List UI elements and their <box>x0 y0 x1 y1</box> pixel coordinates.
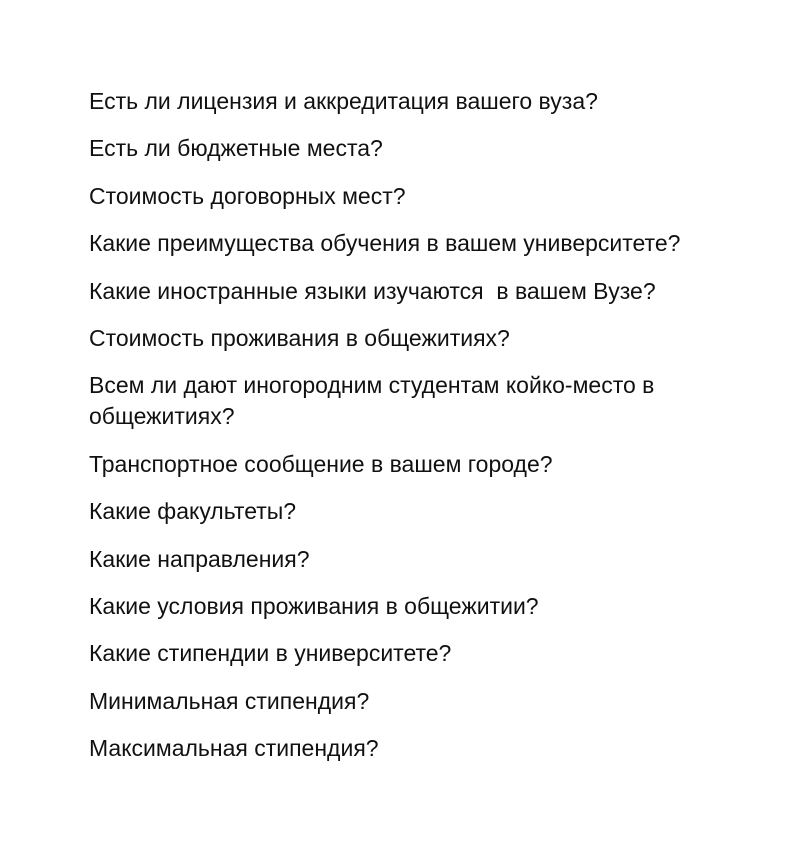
question-item: Какие условия проживания в общежитии? <box>89 592 539 619</box>
question-item: Транспортное сообщение в вашем городе? <box>89 450 553 477</box>
question-item: Стоимость проживания в общежитиях? <box>89 324 510 351</box>
question-item: Какие направления? <box>89 545 310 572</box>
question-item: Есть ли лицензия и аккредитация вашего вуза? <box>89 88 598 114</box>
question-item: Максимальная стипендия? <box>89 735 379 762</box>
question-item: Какие иностранные языки изучаются в вашем Вузе? <box>89 277 656 304</box>
question-item: Какие факультеты? <box>89 498 297 525</box>
document-body <box>89 86 719 780</box>
question-item: Есть ли бюджетные места? <box>89 135 383 162</box>
question-item: Всем ли дают иногородним студентам койко-место в общежитиях? <box>89 372 661 430</box>
question-item: Какие преимущества обучения в вашем университете? <box>89 230 681 257</box>
question-item: Стоимость договорных мест? <box>89 182 406 209</box>
question-item: Какие стипендии в университете? <box>89 640 452 667</box>
question-list <box>89 86 719 764</box>
question-item: Минимальная стипендия? <box>89 687 370 714</box>
